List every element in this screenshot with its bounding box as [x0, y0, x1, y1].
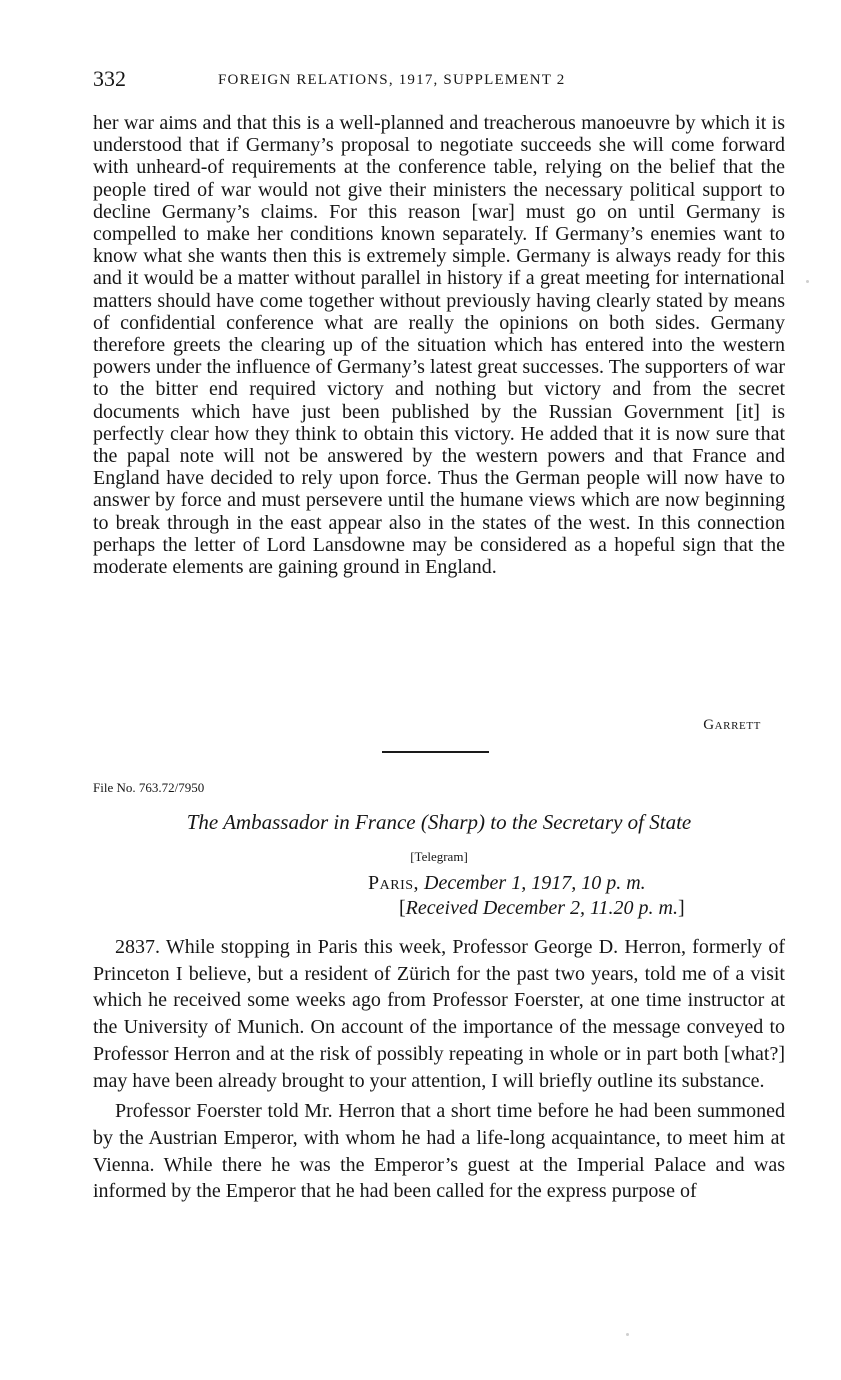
scan-speck — [806, 280, 809, 283]
received-close-bracket: ] — [677, 897, 685, 919]
telegram-paragraph-1: 2837. While stopping in Paris this week, Professor George D. Herron, formerly of Princeton I believe, but a resident of Zürich for the past two years, told me of a visit which he received some weeks ago from Professor Foerster, at one time instructor at the University of Munich. On account of the importance of the message conveyed to Professor Herron and at the risk of possibly repeating in whole or in part both [what?] may have been already brought to your attention, I will briefly outline its substance. — [93, 936, 785, 1092]
received-date: Received December 2, 11.20 p. m. — [405, 897, 678, 919]
received-open-bracket: [ — [399, 897, 406, 919]
dateline-date: December 1, 1917, 10 p. m. — [424, 872, 646, 894]
dateline-received — [399, 897, 788, 920]
file-number: File No. 763.72/7950 — [93, 780, 205, 795]
page-header — [93, 66, 753, 96]
continued-paragraph: her war aims and that this is a well-planned and treacherous manoeuvre by which it is understood that if Germany’s proposal to negotiate succeeds she will come forward with unheard-of requirements at the conference table, relying on the belief that the people tired of war would not give their ministers the necessary political support to decline Germany’s claims. For this reason [war] must go on until Germany is compelled to make her conditions known separately. If Germany’s enemies want to know what she wants then this is extremely simple. Germany is always ready for this and it would be a matter without parallel in history if a great meeting for international matters should have come together without previously having clearly stated by means of confidential conference what are really the opinions on both sides. Germany therefore greets the clearing up of the situation which has entered into the western powers under the influence of Germany’s latest great successes. The supporters of war to the bitter end required victory and nothing but victory and from the secret documents which have just been published by the Russian Government [it] is perfectly clear how they think to obtain this victory. He added that it is now sure that the papal note will not be answered by the western powers and that France and England have decided to rely upon force. Thus the German people will now have to answer by force and must persevere until the humane views which are now beginning to break through in the east appear also in the states of the west. In this connection perhaps the letter of Lord Lansdowne may be considered as a hopeful sign that the moderate elements are gaining ground in England. — [93, 112, 785, 579]
continued-text-block — [93, 112, 785, 578]
running-head: FOREIGN RELATIONS, 1917, SUPPLEMENT 2 — [218, 72, 566, 88]
dateline-place: Paris, — [368, 872, 420, 894]
scan-speck — [626, 1333, 629, 1336]
document-type: [Telegram] — [410, 849, 468, 864]
dateline — [368, 872, 788, 920]
signature: Garrett — [703, 717, 761, 733]
telegram-paragraph-2: Professor Foerster told Mr. Herron that a short time before he had been summoned by the Austrian Emperor, with whom he had a life-long acquaintance, to meet him at Vienna. While there he was the Emperor’s guest at the Imperial Palace and was informed by the Emperor that he had been called for the express purpose of — [93, 1100, 785, 1203]
telegram-body — [93, 934, 785, 1205]
dateline-sent — [368, 872, 788, 895]
document-title: The Ambassador in France (Sharp) to the Secretary of State — [186, 810, 692, 834]
section-divider — [382, 751, 489, 753]
page-number: 332 — [93, 66, 126, 91]
